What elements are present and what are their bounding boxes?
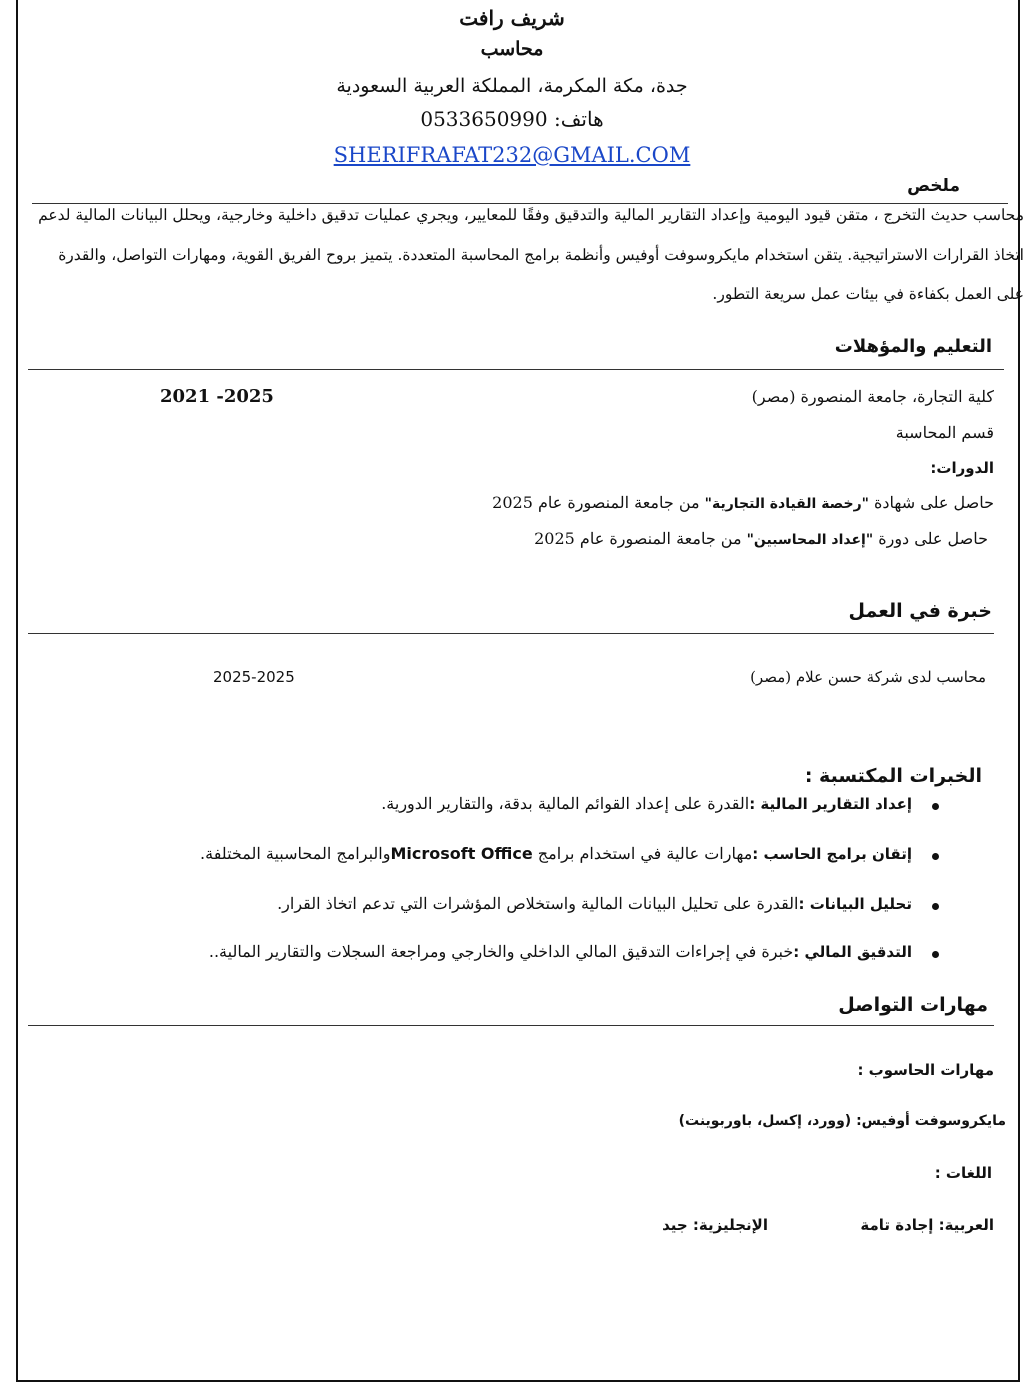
office-skills: مايكروسوفت أوفيس: (وورد، إكسل، باوربوينت) <box>678 1113 1006 1129</box>
education-institution: كلية التجارة، جامعة المنصورة (مصر) <box>751 387 994 406</box>
acquired-heading: الخبرات المكتسبة : <box>804 765 982 787</box>
acquired-item-1-label: إعداد التقارير المالية : <box>749 795 912 813</box>
course-1-name: "رخصة القيادة التجارية" <box>704 496 869 512</box>
experience-heading: خبرة في العمل <box>848 600 992 622</box>
acquired-item-4 <box>209 942 912 961</box>
course-item-1 <box>492 493 994 512</box>
language-arabic: العربية: إجادة تامة <box>860 1216 994 1234</box>
candidate-location: جدة، مكة المكرمة، المملكة العربية السعودية <box>336 75 688 97</box>
summary-line-3: على العمل بكفاءة في بيئات عمل سريعة التطور. <box>712 285 1024 303</box>
candidate-name: شريف رافت <box>459 6 565 30</box>
course-item-2 <box>534 529 988 548</box>
bullet-icon <box>932 903 939 910</box>
acquired-item-2-tail: والبرامج المحاسبية المختلفة. <box>200 844 391 863</box>
course-2-prefix: حاصل على دورة <box>873 529 988 548</box>
course-1-suffix: من جامعة المنصورة عام 2025 <box>492 493 705 512</box>
experience-role: محاسب لدى شركة حسن علام (مصر) <box>750 668 986 686</box>
skills-heading: مهارات التواصل <box>838 994 988 1016</box>
summary-heading: ملخص <box>907 176 960 196</box>
acquired-item-2-label: إتقان برامج الحاسب : <box>752 845 912 863</box>
acquired-item-1-text: القدرة على إعداد القوائم المالية بدقة، والتقارير الدورية. <box>381 794 750 813</box>
education-years: 2021 -2025 <box>160 386 274 407</box>
bullet-icon <box>932 853 939 860</box>
acquired-item-2-text: مهارات عالية في استخدام برامج <box>532 844 753 863</box>
bullet-icon <box>932 951 939 958</box>
experience-years: 2025-2025 <box>213 668 295 686</box>
acquired-item-2 <box>200 844 912 863</box>
acquired-item-4-label: التدقيق المالي : <box>793 943 912 961</box>
acquired-item-2-software: Microsoft Office <box>390 844 533 863</box>
candidate-phone: هاتف: 0533650990 <box>420 107 604 131</box>
acquired-item-3 <box>277 894 912 913</box>
computer-skills-heading: مهارات الحاسوب : <box>857 1061 994 1079</box>
summary-divider <box>32 203 1008 204</box>
email-link[interactable]: SHERIFRAFAT232@GMAIL.COM <box>333 143 691 167</box>
language-english: الإنجليزية: جيد <box>662 1216 768 1234</box>
education-divider <box>28 369 1004 370</box>
acquired-item-1 <box>381 794 912 813</box>
summary-line-2: اتخاذ القرارات الاستراتيجية. يتقن استخدام مايكروسوفت أوفيس وأنظمة برامج المحاسبة المتعددة. يتميز بروح الفريق القوية، ومهارات التواصل، والقدرة <box>58 246 1024 264</box>
acquired-item-3-text: القدرة على تحليل البيانات المالية واستخلاص المؤشرات التي تدعم اتخاذ القرار. <box>277 894 799 913</box>
bullet-icon <box>932 803 939 810</box>
acquired-item-3-label: تحليل البيانات : <box>798 895 912 913</box>
courses-heading: الدورات: <box>930 459 994 477</box>
experience-divider <box>28 633 994 634</box>
skills-divider <box>28 1025 994 1026</box>
course-2-name: "إعداد المحاسبين" <box>746 532 874 548</box>
course-1-prefix: حاصل على شهادة <box>868 493 994 512</box>
languages-heading: اللغات : <box>934 1164 992 1182</box>
course-2-suffix: من جامعة المنصورة عام 2025 <box>534 529 747 548</box>
candidate-title: محاسب <box>480 38 544 60</box>
education-heading: التعليم والمؤهلات <box>834 336 992 357</box>
summary-line-1: محاسب حديث التخرج ، متقن قيود اليومية وإعداد التقارير المالية والتدقيق وفقًا للمعايير، ويجري عمليات تدقيق داخلية وخارجية، ويحلل البيانات المالية لدعم <box>38 206 1024 224</box>
education-department: قسم المحاسبة <box>895 423 994 442</box>
acquired-item-4-text: خبرة في إجراءات التدقيق المالي الداخلي والخارجي ومراجعة السجلات والتقارير المالية.. <box>208 942 794 961</box>
